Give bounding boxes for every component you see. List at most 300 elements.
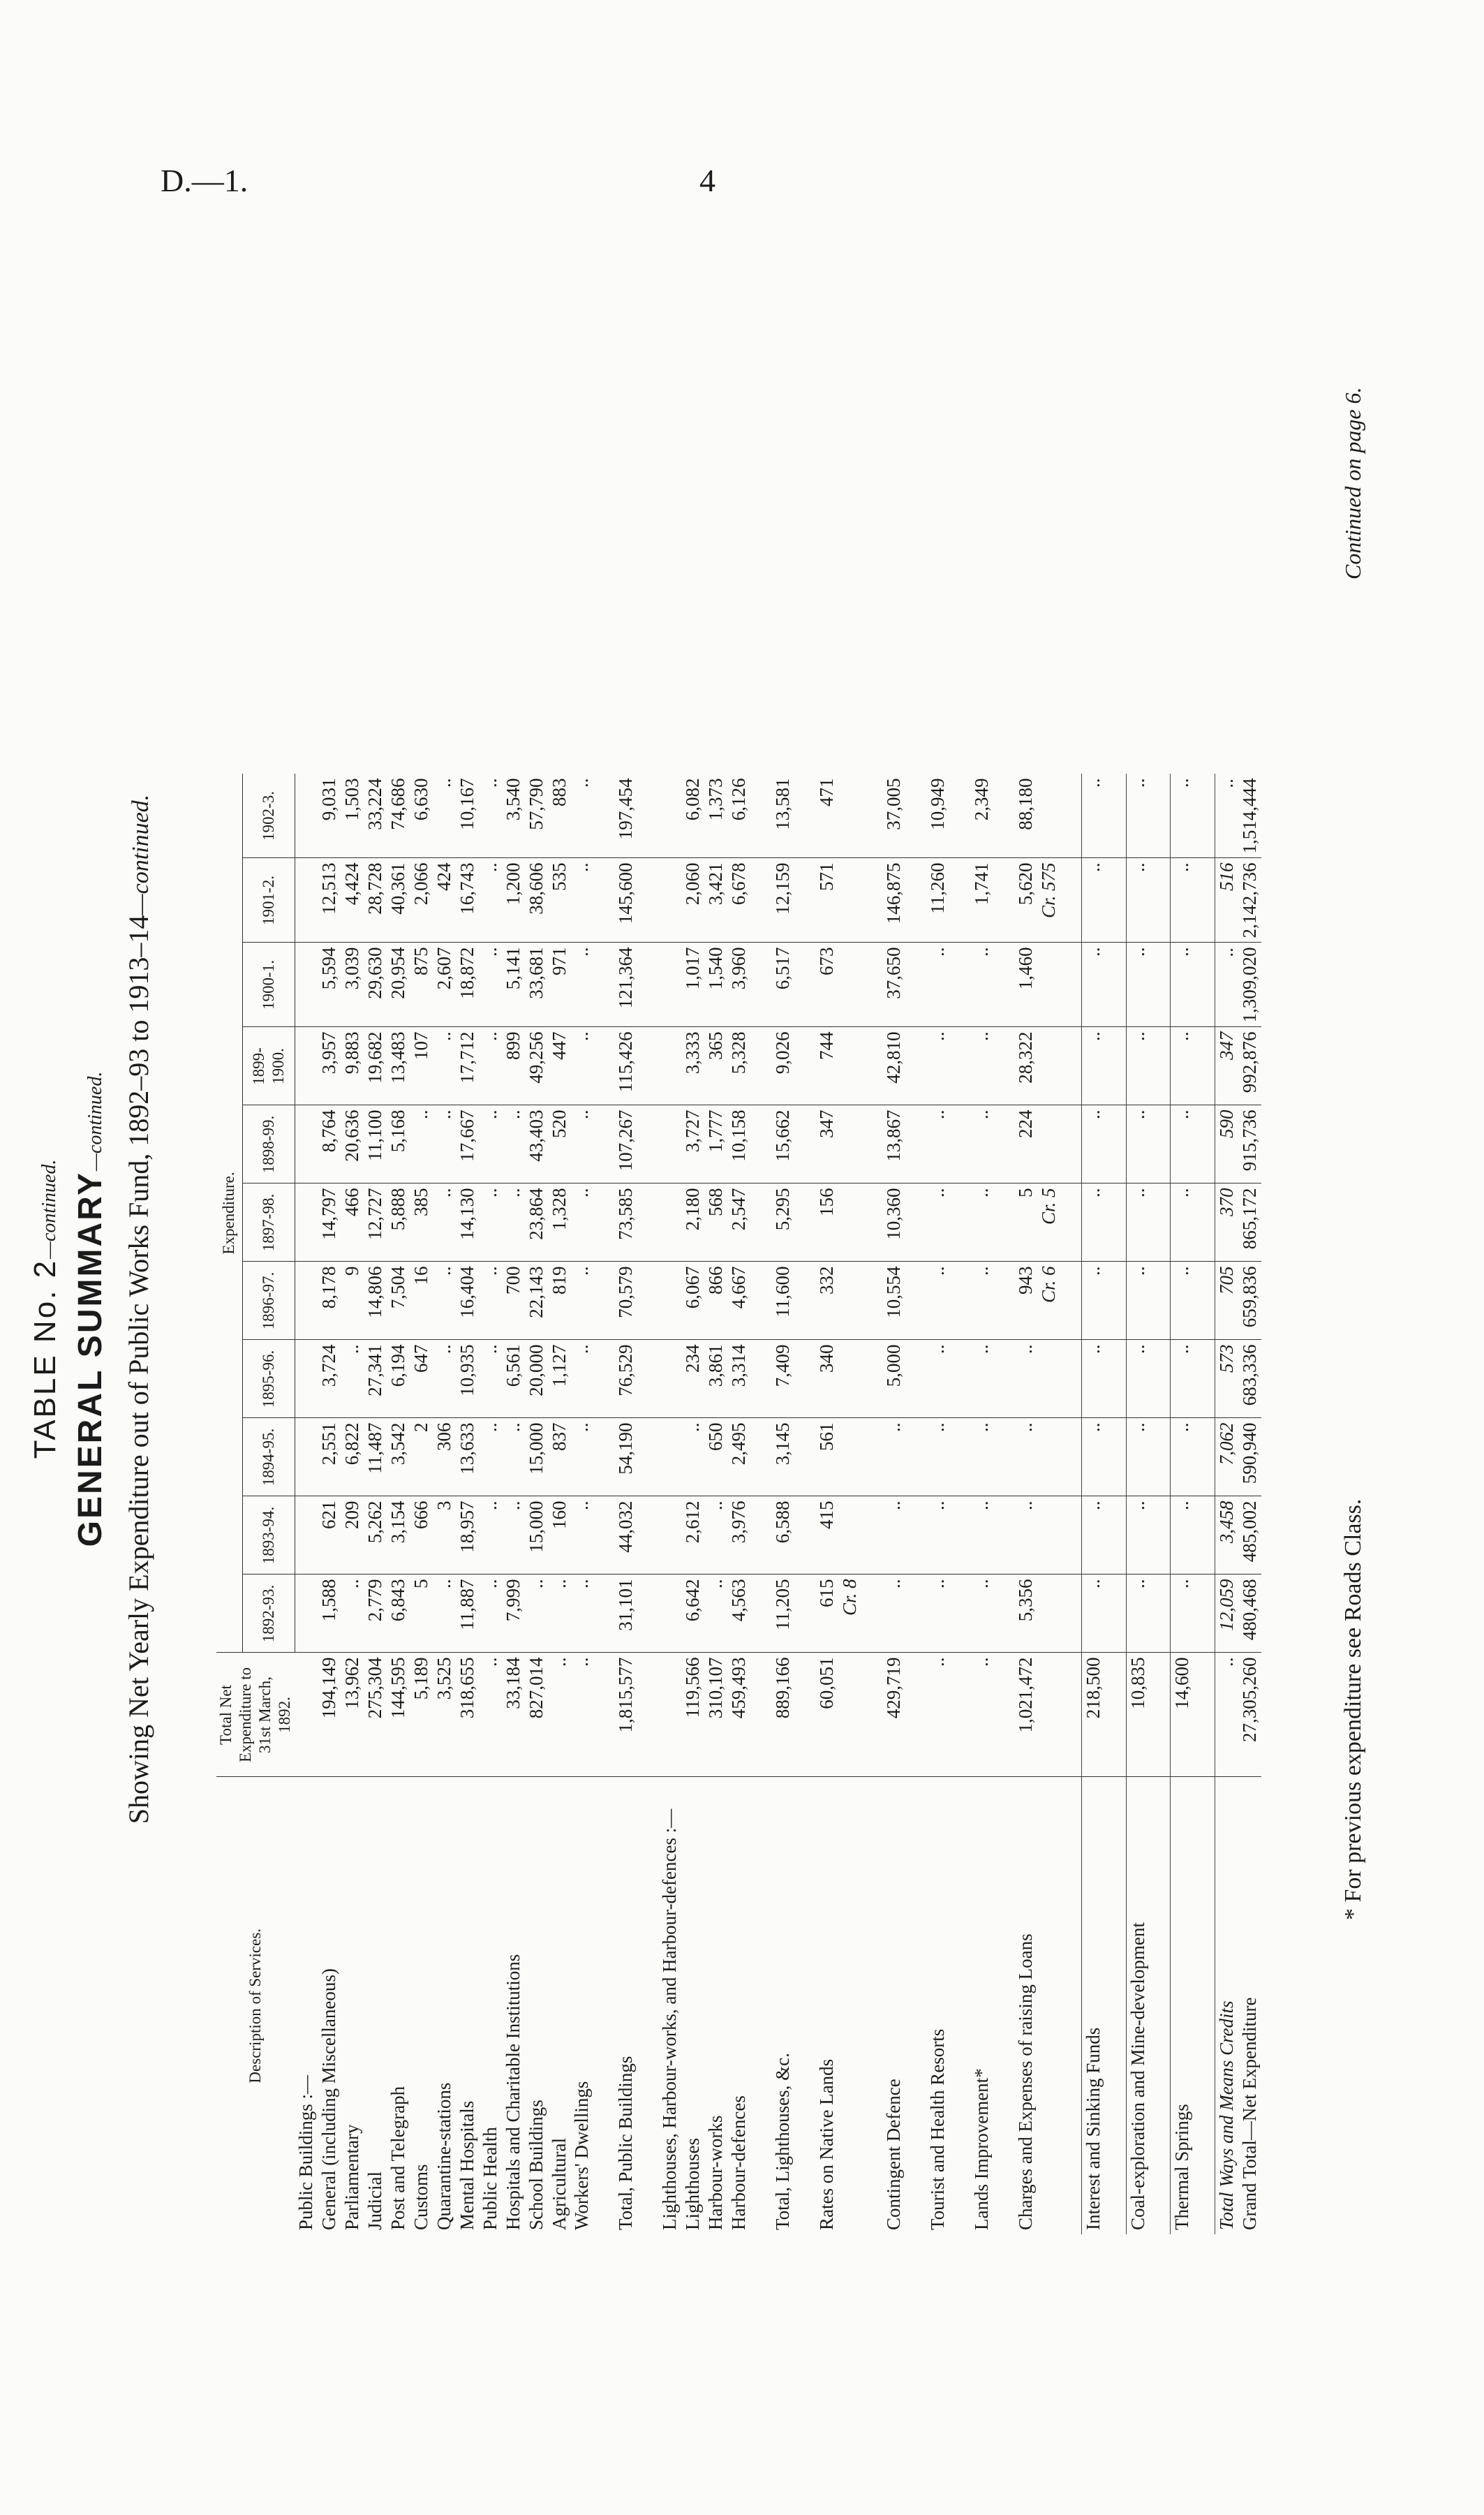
cell-year-value: .. bbox=[548, 1574, 571, 1653]
cell-year-value: 13,483 bbox=[387, 1027, 410, 1105]
cell-year-value: 14,806 bbox=[364, 1262, 387, 1340]
cell-year-value: Cr. 6 bbox=[1037, 1262, 1060, 1340]
cell-year-value: 197,454 bbox=[614, 774, 637, 859]
cell-year-value: 9,026 bbox=[771, 1027, 794, 1105]
row-label bbox=[1037, 1777, 1060, 2234]
cell-year-value: .. bbox=[479, 1262, 502, 1340]
cell-year-value bbox=[1037, 943, 1060, 1027]
cell-year-value: 11,887 bbox=[456, 1574, 479, 1653]
table-row bbox=[838, 774, 861, 2235]
table-row bbox=[548, 774, 571, 2235]
table-row bbox=[1126, 774, 1149, 2235]
cell-year-value bbox=[658, 858, 681, 943]
cell-year-value: 647 bbox=[410, 1340, 433, 1418]
table-row bbox=[815, 774, 838, 2235]
cell-year-value: .. bbox=[970, 1105, 993, 1183]
cell-year-value: 5,620 bbox=[1014, 858, 1037, 943]
cell-year-value: 11,100 bbox=[364, 1105, 387, 1183]
cell-year-value: .. bbox=[433, 1262, 456, 1340]
cell-year-value: 3,145 bbox=[771, 1418, 794, 1496]
cell-total bbox=[658, 1653, 681, 1777]
cell-year-value: .. bbox=[970, 1262, 993, 1340]
cell-total: 889,166 bbox=[771, 1653, 794, 1777]
cell-year-value: .. bbox=[970, 1183, 993, 1262]
row-label: Hospitals and Charitable Institutions bbox=[502, 1954, 524, 2230]
cell-year-value bbox=[295, 1340, 318, 1418]
table-row bbox=[1037, 774, 1060, 2235]
cell-year-value: 650 bbox=[704, 1418, 727, 1496]
cell-year-value: 37,005 bbox=[882, 774, 905, 859]
cell-year-value: 3,957 bbox=[318, 1027, 341, 1105]
cell-total bbox=[1037, 1653, 1060, 1777]
cell-year-value: 145,600 bbox=[614, 858, 637, 943]
cell-total: 144,595 bbox=[387, 1653, 410, 1777]
cell-year-value: 23,864 bbox=[525, 1183, 548, 1262]
cell-year-value: 4,563 bbox=[727, 1574, 750, 1653]
cell-year-value: .. bbox=[570, 858, 593, 943]
cell-year-value: 666 bbox=[410, 1496, 433, 1574]
cell-year-value: 70,579 bbox=[614, 1262, 637, 1340]
cell-year-value: Cr. 575 bbox=[1037, 858, 1060, 943]
cell-year-value: .. bbox=[479, 1027, 502, 1105]
cell-year-value: 6,561 bbox=[502, 1340, 525, 1418]
cell-year-value: 3,727 bbox=[681, 1105, 704, 1183]
spacer-row bbox=[1060, 774, 1082, 2235]
cell-year-value: 11,260 bbox=[926, 858, 949, 943]
cell-year-value: 1,373 bbox=[704, 774, 727, 859]
cell-year-value bbox=[658, 1496, 681, 1574]
cell-year-value: 6,517 bbox=[771, 943, 794, 1027]
cell-year-value: 9,031 bbox=[318, 774, 341, 859]
cell-year-value: 33,681 bbox=[525, 943, 548, 1027]
cell-year-value: 10,167 bbox=[456, 774, 479, 859]
cell-year-value: 347 bbox=[1215, 1027, 1238, 1105]
table-row bbox=[970, 774, 993, 2235]
cell-year-value: 3,861 bbox=[704, 1340, 727, 1418]
cell-year-value: 744 bbox=[815, 1027, 838, 1105]
row-label: Tourist and Health Resorts bbox=[926, 2028, 948, 2230]
cell-total: 119,566 bbox=[681, 1653, 704, 1777]
cell-total: .. bbox=[548, 1653, 571, 1777]
cell-year-value: .. bbox=[502, 1105, 525, 1183]
cell-year-value: 819 bbox=[548, 1262, 571, 1340]
cell-year-value: 6,678 bbox=[727, 858, 750, 943]
cell-year-value: 5,356 bbox=[1014, 1574, 1037, 1653]
cell-year-value: 38,606 bbox=[525, 858, 548, 943]
cell-year-value: .. bbox=[681, 1418, 704, 1496]
cell-year-value: 121,364 bbox=[614, 943, 637, 1027]
cell-year-value: 5,328 bbox=[727, 1027, 750, 1105]
cell-year-value: 2,551 bbox=[318, 1418, 341, 1496]
cell-year-value: 74,686 bbox=[387, 774, 410, 859]
cell-year-value: 590,940 bbox=[1238, 1418, 1261, 1496]
cell-year-value: .. bbox=[341, 1574, 364, 1653]
cell-year-value: 865,172 bbox=[1238, 1183, 1261, 1262]
cell-year-value: .. bbox=[570, 1183, 593, 1262]
row-label: Harbour-works bbox=[705, 2115, 727, 2230]
cell-year-value: .. bbox=[926, 1105, 949, 1183]
cell-total: 33,184 bbox=[502, 1653, 525, 1777]
cell-year-value: 107 bbox=[410, 1027, 433, 1105]
cell-year-value: .. bbox=[525, 1574, 548, 1653]
cell-year-value: 15,000 bbox=[525, 1418, 548, 1496]
cell-year-value: .. bbox=[570, 943, 593, 1027]
cell-year-value: 3,421 bbox=[704, 858, 727, 943]
cell-year-value: 28,728 bbox=[364, 858, 387, 943]
cell-year-value: 673 bbox=[815, 943, 838, 1027]
row-label: Post and Telegraph bbox=[387, 2086, 408, 2230]
cell-year-value: .. bbox=[704, 1496, 727, 1574]
table-row bbox=[456, 774, 479, 2235]
cell-year-value: 224 bbox=[1014, 1105, 1037, 1183]
cell-total: .. bbox=[479, 1653, 502, 1777]
cell-year-value: 3,458 bbox=[1215, 1496, 1238, 1574]
cell-year-value: 15,662 bbox=[771, 1105, 794, 1183]
cell-year-value: 1,777 bbox=[704, 1105, 727, 1183]
cell-year-value: 44,032 bbox=[614, 1496, 637, 1574]
cell-year-value: 621 bbox=[318, 1496, 341, 1574]
cell-year-value bbox=[658, 1183, 681, 1262]
cell-year-value: 42,810 bbox=[882, 1027, 905, 1105]
cell-year-value bbox=[1037, 1574, 1060, 1653]
cell-year-value: 13,633 bbox=[456, 1418, 479, 1496]
cell-year-value: .. bbox=[1171, 1418, 1194, 1496]
cell-year-value: .. bbox=[926, 1262, 949, 1340]
cell-year-value bbox=[658, 1340, 681, 1418]
cell-year-value: .. bbox=[1126, 1262, 1149, 1340]
cell-year-value: .. bbox=[1126, 1418, 1149, 1496]
table-row bbox=[570, 774, 593, 2235]
table-row bbox=[502, 774, 525, 2235]
cell-year-value: 365 bbox=[704, 1027, 727, 1105]
row-label: Lighthouses bbox=[682, 2138, 704, 2230]
cell-year-value: 1,328 bbox=[548, 1183, 571, 1262]
cell-total: 1,815,577 bbox=[614, 1653, 637, 1777]
cell-year-value: 107,267 bbox=[614, 1105, 637, 1183]
row-label: Mental Hospitals bbox=[456, 2100, 477, 2230]
col-expenditure-group: Expenditure. bbox=[216, 774, 242, 1653]
cell-year-value: .. bbox=[433, 1574, 456, 1653]
col-year: 1892-93. bbox=[242, 1574, 295, 1653]
cell-year-value: .. bbox=[1126, 774, 1149, 859]
cell-year-value: 370 bbox=[1215, 1183, 1238, 1262]
cell-year-value: .. bbox=[1126, 1340, 1149, 1418]
cell-year-value: 11,205 bbox=[771, 1574, 794, 1653]
cell-year-value: 16 bbox=[410, 1262, 433, 1340]
cell-year-value: 19,682 bbox=[364, 1027, 387, 1105]
cell-year-value: 6,843 bbox=[387, 1574, 410, 1653]
continued-note: Continued on page 6. bbox=[1340, 387, 1365, 580]
col-year: 1896-97. bbox=[242, 1262, 295, 1340]
cell-year-value: 659,836 bbox=[1238, 1262, 1261, 1340]
cell-year-value: 7,999 bbox=[502, 1574, 525, 1653]
cell-year-value: 73,585 bbox=[614, 1183, 637, 1262]
cell-year-value: .. bbox=[1126, 943, 1149, 1027]
table-row bbox=[704, 774, 727, 2235]
cell-year-value bbox=[1037, 774, 1060, 859]
cell-year-value: 16,404 bbox=[456, 1262, 479, 1340]
cell-year-value: .. bbox=[570, 1418, 593, 1496]
cell-year-value: 5,262 bbox=[364, 1496, 387, 1574]
cell-year-value: .. bbox=[1215, 774, 1238, 859]
footnote: * For previous expenditure see Roads Class. bbox=[1340, 1498, 1366, 1920]
cell-year-value: .. bbox=[926, 1574, 949, 1653]
row-label: Total, Lighthouses, &c. bbox=[772, 2053, 794, 2230]
cell-year-value: 3 bbox=[433, 1496, 456, 1574]
cell-year-value: 2,180 bbox=[681, 1183, 704, 1262]
cell-total: 275,304 bbox=[364, 1653, 387, 1777]
cell-year-value: .. bbox=[1171, 1183, 1194, 1262]
cell-year-value: 6,194 bbox=[387, 1340, 410, 1418]
cell-year-value: 2,612 bbox=[681, 1496, 704, 1574]
cell-year-value: 12,513 bbox=[318, 858, 341, 943]
cell-year-value: .. bbox=[926, 1027, 949, 1105]
row-label: Contingent Defence bbox=[882, 2079, 904, 2230]
cell-year-value: 1,127 bbox=[548, 1340, 571, 1418]
spacer-row bbox=[750, 774, 771, 2235]
cell-year-value: 88,180 bbox=[1014, 774, 1037, 859]
cell-year-value: 6,588 bbox=[771, 1496, 794, 1574]
cell-total: 827,014 bbox=[525, 1653, 548, 1777]
table-row bbox=[433, 774, 456, 2235]
cell-year-value: 3,542 bbox=[387, 1418, 410, 1496]
row-label: Lighthouses, Harbour-works, and Harbour-defences :— bbox=[659, 1808, 681, 2230]
cell-total: 27,305,260 bbox=[1238, 1653, 1261, 1777]
cell-year-value: .. bbox=[1171, 943, 1194, 1027]
row-label: Thermal Springs bbox=[1171, 1777, 1194, 2234]
cell-total: 13,962 bbox=[341, 1653, 364, 1777]
cell-year-value: .. bbox=[502, 1418, 525, 1496]
cell-year-value: 2,066 bbox=[410, 858, 433, 943]
cell-year-value bbox=[295, 1574, 318, 1653]
cell-year-value: 571 bbox=[815, 858, 838, 943]
cell-year-value: .. bbox=[502, 1496, 525, 1574]
cell-year-value: .. bbox=[479, 858, 502, 943]
cell-year-value: .. bbox=[1171, 1496, 1194, 1574]
cell-year-value: 4,667 bbox=[727, 1262, 750, 1340]
cell-year-value: 10,360 bbox=[882, 1183, 905, 1262]
cell-year-value: .. bbox=[1081, 1105, 1104, 1183]
cell-year-value: 156 bbox=[815, 1183, 838, 1262]
cell-year-value: .. bbox=[970, 1340, 993, 1418]
col-year: 1894-95. bbox=[242, 1418, 295, 1496]
rotated-table-page bbox=[0, 209, 1484, 2409]
cell-year-value: .. bbox=[1171, 1262, 1194, 1340]
cell-year-value: 2,495 bbox=[727, 1418, 750, 1496]
cell-year-value: 14,797 bbox=[318, 1183, 341, 1262]
cell-year-value: 1,309,020 bbox=[1238, 943, 1261, 1027]
cell-year-value: 3,724 bbox=[318, 1340, 341, 1418]
row-label: Grand Total—Net Expenditure bbox=[1239, 1997, 1261, 2230]
spacer-row bbox=[1194, 774, 1215, 2235]
cell-year-value: .. bbox=[1126, 1105, 1149, 1183]
cell-year-value bbox=[295, 1027, 318, 1105]
table-row bbox=[771, 774, 794, 2235]
page-number: 4 bbox=[699, 163, 715, 198]
cell-year-value: 520 bbox=[548, 1105, 571, 1183]
spacer-row bbox=[905, 774, 926, 2235]
row-label: Rates on Native Lands bbox=[816, 2058, 837, 2230]
cell-year-value: 33,224 bbox=[364, 774, 387, 859]
cell-year-value: 1,514,444 bbox=[1238, 774, 1261, 859]
cell-year-value: 480,468 bbox=[1238, 1574, 1261, 1653]
cell-year-value: 9 bbox=[341, 1262, 364, 1340]
cell-year-value: 57,790 bbox=[525, 774, 548, 859]
cell-year-value: .. bbox=[1171, 1574, 1194, 1653]
table-number-title: TABLE No. 2—continued. bbox=[28, 1159, 62, 1459]
cell-year-value: .. bbox=[926, 943, 949, 1027]
cell-year-value: 209 bbox=[341, 1496, 364, 1574]
row-label: Parliamentary bbox=[341, 2124, 363, 2230]
cell-year-value: 2,607 bbox=[433, 943, 456, 1027]
cell-year-value: 6,067 bbox=[681, 1262, 704, 1340]
table-row bbox=[1238, 774, 1261, 2235]
cell-year-value: 5,888 bbox=[387, 1183, 410, 1262]
col-total-to-1892: Total Net Expenditure to 31st March, 1892. bbox=[216, 1653, 295, 1777]
cell-year-value: .. bbox=[970, 1574, 993, 1653]
cell-year-value: 16,743 bbox=[456, 858, 479, 943]
cell-year-value: .. bbox=[1081, 858, 1104, 943]
row-label: Public Buildings :— bbox=[295, 2074, 317, 2230]
cell-total: .. bbox=[1215, 1653, 1238, 1777]
cell-total: 1,021,472 bbox=[1014, 1653, 1037, 1777]
cell-year-value: .. bbox=[970, 1418, 993, 1496]
cell-total: .. bbox=[570, 1653, 593, 1777]
cell-year-value: .. bbox=[882, 1574, 905, 1653]
cell-year-value: .. bbox=[926, 1340, 949, 1418]
cell-total: 60,051 bbox=[815, 1653, 838, 1777]
row-label: Agricultural bbox=[548, 2138, 570, 2230]
row-label: Workers' Dwellings bbox=[571, 2081, 593, 2230]
page-header-left: D.—1. bbox=[161, 163, 248, 198]
cell-year-value: 3,976 bbox=[727, 1496, 750, 1574]
cell-year-value: 6,126 bbox=[727, 774, 750, 859]
cell-year-value: 3,039 bbox=[341, 943, 364, 1027]
cell-year-value: 10,949 bbox=[926, 774, 949, 859]
cell-year-value: 573 bbox=[1215, 1340, 1238, 1418]
table-row bbox=[318, 774, 341, 2235]
cell-year-value: 6,082 bbox=[681, 774, 704, 859]
cell-year-value: 8,764 bbox=[318, 1105, 341, 1183]
cell-total: 310,107 bbox=[704, 1653, 727, 1777]
row-label: Lands Improvement* bbox=[970, 2068, 992, 2230]
cell-year-value: 306 bbox=[433, 1418, 456, 1496]
cell-year-value: .. bbox=[570, 774, 593, 859]
cell-year-value: .. bbox=[926, 1496, 949, 1574]
cell-year-value: 2 bbox=[410, 1418, 433, 1496]
table-row bbox=[479, 774, 502, 2235]
cell-year-value: 28,322 bbox=[1014, 1027, 1037, 1105]
cell-year-value: .. bbox=[882, 1418, 905, 1496]
row-label: Total Ways and Means Credits bbox=[1215, 1777, 1238, 2234]
cell-year-value: .. bbox=[479, 1105, 502, 1183]
cell-year-value: .. bbox=[479, 774, 502, 859]
cell-year-value: .. bbox=[479, 1574, 502, 1653]
cell-year-value: 12,059 bbox=[1215, 1574, 1238, 1653]
cell-year-value: 31,101 bbox=[614, 1574, 637, 1653]
cell-year-value: 2,779 bbox=[364, 1574, 387, 1653]
cell-year-value: .. bbox=[1081, 943, 1104, 1027]
cell-year-value: 535 bbox=[548, 858, 571, 943]
table-row bbox=[410, 774, 433, 2235]
cell-year-value: 3,314 bbox=[727, 1340, 750, 1418]
col-year: 1899-1900. bbox=[242, 1027, 295, 1105]
spacer-row bbox=[794, 774, 815, 2235]
cell-year-value: 3,540 bbox=[502, 774, 525, 859]
cell-year-value: .. bbox=[704, 1574, 727, 1653]
cell-year-value: .. bbox=[479, 943, 502, 1027]
cell-year-value: .. bbox=[882, 1496, 905, 1574]
cell-year-value: 992,876 bbox=[1238, 1027, 1261, 1105]
cell-year-value: 6,642 bbox=[681, 1574, 704, 1653]
cell-year-value bbox=[658, 1262, 681, 1340]
cell-year-value: 18,872 bbox=[456, 943, 479, 1027]
cell-year-value: 1,503 bbox=[341, 774, 364, 859]
cell-year-value: 5,141 bbox=[502, 943, 525, 1027]
cell-year-value: 683,336 bbox=[1238, 1340, 1261, 1418]
table-row bbox=[295, 774, 318, 2235]
cell-year-value: .. bbox=[433, 1183, 456, 1262]
cell-year-value: 5,295 bbox=[771, 1183, 794, 1262]
cell-year-value: .. bbox=[1081, 1340, 1104, 1418]
cell-year-value: .. bbox=[570, 1027, 593, 1105]
cell-year-value: 12,159 bbox=[771, 858, 794, 943]
table-row bbox=[614, 774, 637, 2235]
cell-total: .. bbox=[926, 1653, 949, 1777]
cell-year-value: .. bbox=[1171, 1340, 1194, 1418]
cell-total: 14,600 bbox=[1171, 1653, 1194, 1777]
cell-year-value: 14,130 bbox=[456, 1183, 479, 1262]
cell-year-value bbox=[1037, 1105, 1060, 1183]
cell-year-value: 447 bbox=[548, 1027, 571, 1105]
cell-year-value: .. bbox=[479, 1418, 502, 1496]
cell-year-value: .. bbox=[433, 774, 456, 859]
cell-year-value: 385 bbox=[410, 1183, 433, 1262]
cell-year-value bbox=[658, 1418, 681, 1496]
cell-year-value: 37,650 bbox=[882, 943, 905, 1027]
cell-year-value: 5,168 bbox=[387, 1105, 410, 1183]
cell-year-value: 5,000 bbox=[882, 1340, 905, 1418]
cell-year-value: .. bbox=[1081, 1496, 1104, 1574]
cell-year-value: 6,822 bbox=[341, 1418, 364, 1496]
cell-year-value: .. bbox=[570, 1262, 593, 1340]
row-label: Charges and Expenses of raising Loans bbox=[1014, 1933, 1036, 2230]
cell-total: 3,525 bbox=[433, 1653, 456, 1777]
cell-year-value: 11,487 bbox=[364, 1418, 387, 1496]
cell-year-value: .. bbox=[1215, 943, 1238, 1027]
row-label: General (including Miscellaneous) bbox=[318, 1968, 340, 2230]
row-label: Quarantine-stations bbox=[433, 2082, 454, 2230]
row-label: Interest and Sinking Funds bbox=[1081, 1777, 1104, 2234]
cell-year-value: 424 bbox=[433, 858, 456, 943]
cell-year-value: 2,060 bbox=[681, 858, 704, 943]
cell-year-value: Cr. 5 bbox=[1037, 1183, 1060, 1262]
cell-year-value: 1,588 bbox=[318, 1574, 341, 1653]
cell-year-value: .. bbox=[570, 1340, 593, 1418]
cell-year-value: 971 bbox=[548, 943, 571, 1027]
cell-total: 5,189 bbox=[410, 1653, 433, 1777]
cell-year-value: .. bbox=[479, 1340, 502, 1418]
cell-year-value: 568 bbox=[704, 1183, 727, 1262]
table-body bbox=[295, 774, 1261, 2235]
cell-year-value: .. bbox=[1171, 858, 1194, 943]
cell-year-value: .. bbox=[433, 1027, 456, 1105]
cell-year-value: 20,954 bbox=[387, 943, 410, 1027]
cell-year-value: .. bbox=[926, 1183, 949, 1262]
cell-year-value bbox=[1037, 1418, 1060, 1496]
cell-total: 10,835 bbox=[1126, 1653, 1149, 1777]
col-year: 1895-96. bbox=[242, 1340, 295, 1418]
